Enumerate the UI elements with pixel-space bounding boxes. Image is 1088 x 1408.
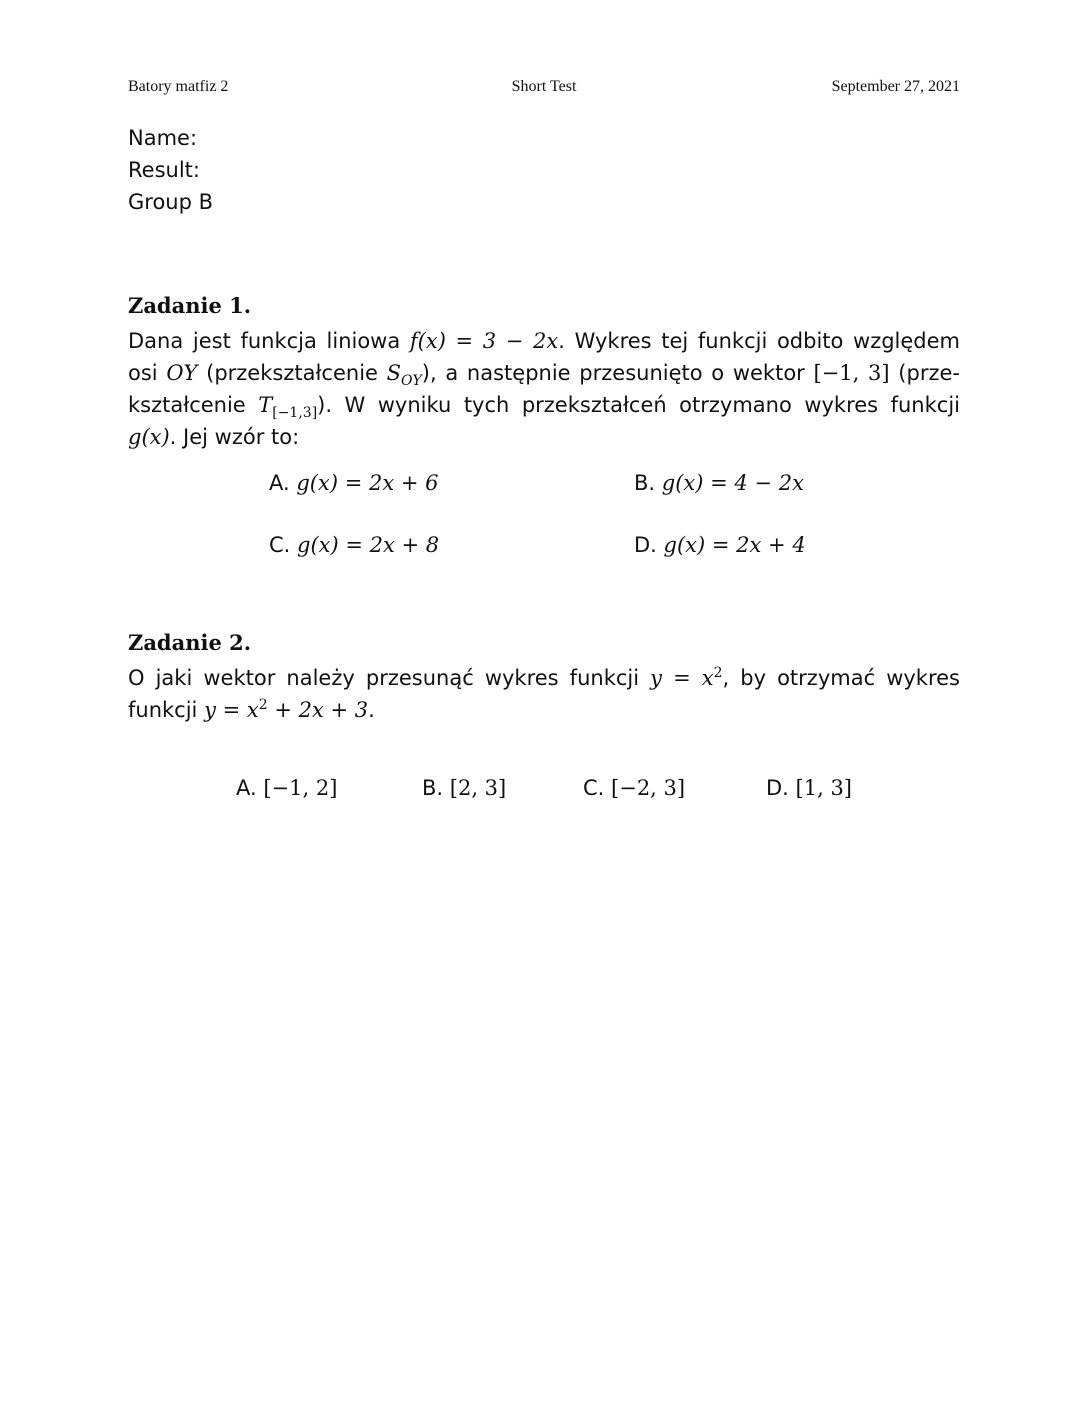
math-sup: 2 xyxy=(258,697,268,713)
task1-option-d[interactable] xyxy=(634,533,806,557)
math-t-sub: [−1,3] xyxy=(272,405,318,422)
option-label: C. xyxy=(269,533,291,557)
option-label: A. xyxy=(269,471,290,495)
task2-line-2 xyxy=(128,694,960,726)
task2-option-d[interactable] xyxy=(766,776,852,800)
text-fragment: . Jej wzór to: xyxy=(169,425,300,449)
task2-line-1 xyxy=(128,662,960,694)
text-fragment: ), a następnie przesunięto o wektor xyxy=(421,361,814,385)
option-value: g(x) = 2x + 4 xyxy=(663,533,806,557)
task2-title: Zadanie 2. xyxy=(128,630,252,655)
task2-option-c[interactable] xyxy=(583,776,685,800)
task1-option-c[interactable] xyxy=(269,533,439,557)
task2-option-b[interactable] xyxy=(422,776,506,800)
task1-option-a[interactable] xyxy=(269,471,439,495)
option-value: [2, 3] xyxy=(449,776,507,800)
option-value: g(x) = 2x + 6 xyxy=(296,471,439,495)
task1-text xyxy=(128,325,960,453)
math-vector: [−1, 3] xyxy=(813,361,890,385)
student-info xyxy=(128,122,213,218)
text-fragment: osi xyxy=(128,361,167,385)
task1-line-2 xyxy=(128,357,960,389)
math-y: y = x xyxy=(650,666,714,690)
task2-option-a[interactable] xyxy=(236,776,337,800)
text-fragment: (prze- xyxy=(889,361,960,385)
math-f: f(x) = 3 − 2x xyxy=(409,329,559,353)
math-s: S xyxy=(386,361,402,385)
header-date: September 27, 2021 xyxy=(831,78,960,95)
option-value: g(x) = 4 − 2x xyxy=(661,471,804,495)
math-y2: y = x xyxy=(204,698,259,722)
math-s-sub: OY xyxy=(401,373,422,390)
math-g: g(x) xyxy=(128,425,170,449)
task2-text xyxy=(128,662,960,726)
header-title: Short Test xyxy=(511,78,577,95)
header-course: Batory matfiz 2 xyxy=(128,78,229,95)
result-label: Result: xyxy=(128,158,200,182)
text-fragment: kształcenie xyxy=(128,393,259,417)
math-sup: 2 xyxy=(713,665,723,681)
option-label: A. xyxy=(236,776,257,800)
option-value: [−2, 3] xyxy=(611,776,686,800)
option-label: B. xyxy=(422,776,444,800)
math-oy: OY xyxy=(166,361,198,385)
option-label: D. xyxy=(634,533,657,557)
task1-line-3 xyxy=(128,389,960,421)
text-fragment: Dana jest funkcja liniowa xyxy=(128,329,410,353)
task1-line-1 xyxy=(128,325,960,357)
text-fragment: (przekształcenie xyxy=(197,361,387,385)
task1-line-4 xyxy=(128,421,960,453)
option-label: B. xyxy=(634,471,656,495)
task1-title: Zadanie 1. xyxy=(128,293,252,318)
text-fragment: . Wykres tej funkcji odbito względem xyxy=(558,329,961,353)
option-label: D. xyxy=(766,776,789,800)
text-fragment: . xyxy=(368,698,375,722)
option-label: C. xyxy=(583,776,605,800)
text-fragment: funkcji xyxy=(128,698,205,722)
name-label: Name: xyxy=(128,126,198,150)
page-header xyxy=(128,78,960,100)
option-value: [1, 3] xyxy=(795,776,853,800)
math-t: T xyxy=(258,393,273,417)
text-fragment: ). W wyniku tych przekształceń otrzymano wykres funkcji xyxy=(317,393,960,417)
option-value: [−1, 2] xyxy=(263,776,338,800)
group-label: Group B xyxy=(128,190,214,214)
option-value: g(x) = 2x + 8 xyxy=(297,533,440,557)
task1-option-b[interactable] xyxy=(634,471,804,495)
text-fragment: , by otrzymać wykres xyxy=(722,666,960,690)
math-rest: + 2x + 3 xyxy=(267,698,369,722)
text-fragment: O jaki wektor należy przesunąć wykres funkcji xyxy=(128,666,651,690)
